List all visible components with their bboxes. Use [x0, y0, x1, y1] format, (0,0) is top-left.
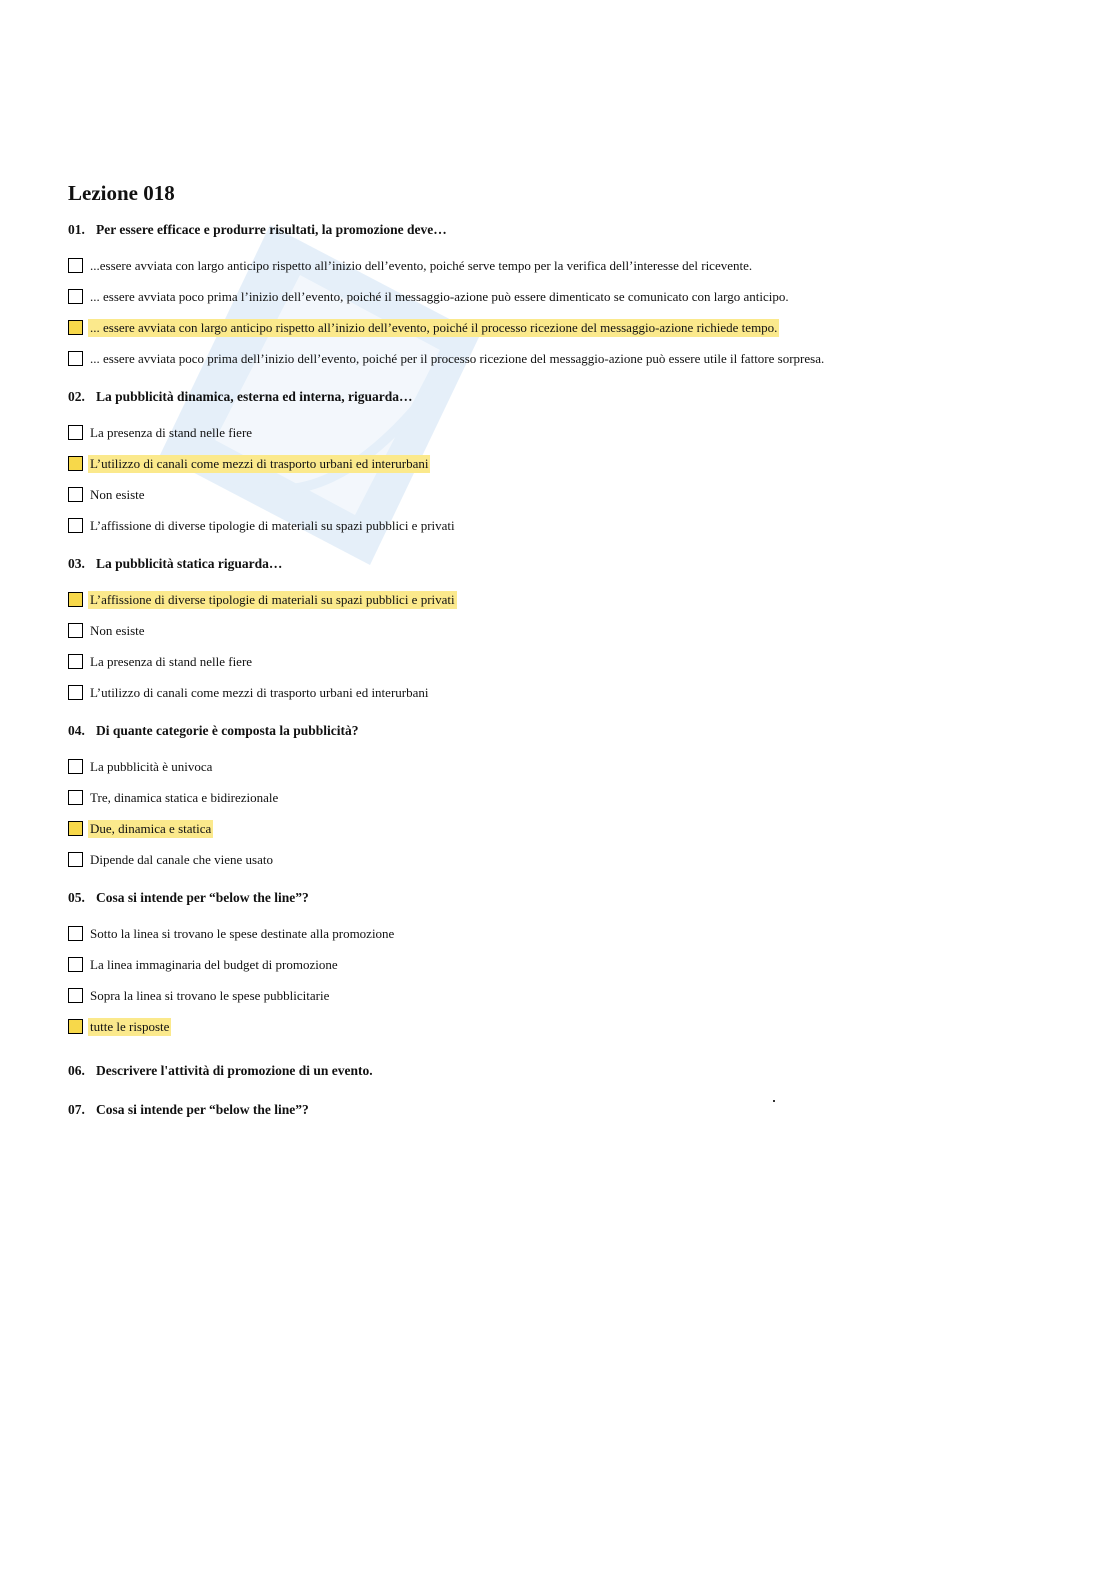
answer-label: La linea immaginaria del budget di promozione: [90, 956, 338, 972]
answer-option[interactable]: [68, 281, 1058, 312]
answer-option[interactable]: [68, 677, 1058, 708]
checkbox[interactable]: [68, 456, 83, 471]
question-number: 04.: [68, 723, 85, 738]
question-text: Descrivere l'attività di promozione di un evento.: [96, 1063, 373, 1078]
checkbox[interactable]: [68, 518, 83, 533]
checkbox[interactable]: [68, 685, 83, 700]
answer-option[interactable]: [68, 646, 1058, 677]
checkbox[interactable]: [68, 592, 83, 607]
checkbox[interactable]: [68, 623, 83, 638]
answer-label: Non esiste: [90, 486, 145, 502]
question-heading: [68, 388, 1058, 406]
answer-option[interactable]: [68, 417, 1058, 448]
answer-label: ...essere avviata con largo anticipo rispetto all’inizio dell’evento, poiché serve tempo per la verifica dell’interesse del ricevente.: [90, 257, 753, 273]
answer-label: La pubblicità è univoca: [90, 758, 213, 774]
question-text: Cosa si intende per “below the line”?: [96, 1102, 309, 1117]
document-page: [68, 178, 1058, 1130]
question-text: Cosa si intende per “below the line”?: [96, 890, 309, 905]
checkbox[interactable]: [68, 351, 83, 366]
question-number: 05.: [68, 890, 85, 905]
checkbox[interactable]: [68, 258, 83, 273]
answer-option[interactable]: [68, 918, 1058, 949]
checkbox[interactable]: [68, 1019, 83, 1034]
answer-option-highlighted[interactable]: [68, 813, 1058, 844]
answer-option-highlighted[interactable]: [68, 1011, 1058, 1042]
answer-label: Sopra la linea si trovano le spese pubblicitarie: [90, 987, 330, 1003]
checkbox[interactable]: [68, 988, 83, 1003]
question-02: [68, 388, 1058, 541]
answer-option[interactable]: [68, 510, 1058, 541]
answer-option[interactable]: [68, 844, 1058, 875]
answer-option[interactable]: [68, 343, 1058, 374]
question-text: Di quante categorie è composta la pubblicità?: [96, 723, 359, 738]
checkbox[interactable]: [68, 759, 83, 774]
answer-option[interactable]: [68, 782, 1058, 813]
question-number: 07.: [68, 1102, 85, 1117]
answer-option-highlighted[interactable]: [68, 584, 1058, 615]
answer-label: Dipende dal canale che viene usato: [90, 851, 273, 867]
answer-label: L’affissione di diverse tipologie di materiali su spazi pubblici e privati: [90, 517, 455, 533]
question-number: 02.: [68, 389, 85, 404]
answer-label: L’utilizzo di canali come mezzi di trasporto urbani ed interurbani: [90, 684, 429, 700]
question-number: 03.: [68, 556, 85, 571]
answer-option[interactable]: [68, 949, 1058, 980]
question-text: Per essere efficace e produrre risultati, la promozione deve…: [96, 222, 447, 237]
answer-label: L’utilizzo di canali come mezzi di trasporto urbani ed interurbani: [90, 455, 429, 471]
answer-option-highlighted[interactable]: [68, 448, 1058, 479]
open-question-06: [68, 1062, 1058, 1080]
question-heading: [68, 889, 1058, 907]
question-text: La pubblicità statica riguarda…: [96, 556, 283, 571]
answer-label: ... essere avviata poco prima l’inizio dell’evento, poiché il messaggio-azione può essere dimenticato se comunicato con largo anticipo.: [90, 288, 789, 304]
answer-label: L’affissione di diverse tipologie di materiali su spazi pubblici e privati: [90, 591, 455, 607]
question-text: La pubblicità dinamica, esterna ed interna, riguarda…: [96, 389, 413, 404]
question-heading: [68, 555, 1058, 573]
checkbox[interactable]: [68, 852, 83, 867]
stray-mark: [773, 1100, 775, 1102]
checkbox[interactable]: [68, 926, 83, 941]
answer-label: Non esiste: [90, 622, 145, 638]
question-05: [68, 889, 1058, 1042]
answer-label: Due, dinamica e statica: [90, 820, 212, 836]
checkbox[interactable]: [68, 821, 83, 836]
answer-label: La presenza di stand nelle fiere: [90, 653, 253, 669]
answer-label: ... essere avviata poco prima dell’inizio dell’evento, poiché per il processo ricezione del messaggio-azione può essere utile il fattore sorpresa.: [90, 350, 825, 366]
question-01: [68, 221, 1058, 374]
answer-label: La presenza di stand nelle fiere: [90, 424, 253, 440]
question-number: 06.: [68, 1063, 85, 1078]
checkbox[interactable]: [68, 487, 83, 502]
question-number: 01.: [68, 222, 85, 237]
answer-label: Tre, dinamica statica e bidirezionale: [90, 789, 279, 805]
answer-option[interactable]: [68, 980, 1058, 1011]
open-question-07: [68, 1101, 1058, 1119]
checkbox[interactable]: [68, 425, 83, 440]
answer-option[interactable]: [68, 250, 1058, 281]
lesson-title: Lezione 018: [68, 181, 175, 205]
question-heading: [68, 722, 1058, 740]
answer-option[interactable]: [68, 615, 1058, 646]
answer-label: tutte le risposte: [90, 1018, 170, 1034]
checkbox[interactable]: [68, 957, 83, 972]
answer-option[interactable]: [68, 479, 1058, 510]
question-04: [68, 722, 1058, 875]
answer-option[interactable]: [68, 751, 1058, 782]
checkbox[interactable]: [68, 289, 83, 304]
checkbox[interactable]: [68, 320, 83, 335]
checkbox[interactable]: [68, 790, 83, 805]
checkbox[interactable]: [68, 654, 83, 669]
answer-label: Sotto la linea si trovano le spese destinate alla promozione: [90, 925, 395, 941]
answer-option-highlighted[interactable]: [68, 312, 1058, 343]
question-heading: [68, 221, 1058, 239]
question-03: [68, 555, 1058, 708]
answer-label: ... essere avviata con largo anticipo rispetto all’inizio dell’evento, poiché il processo ricezione del messaggio-azione richiede tempo.: [90, 319, 778, 335]
